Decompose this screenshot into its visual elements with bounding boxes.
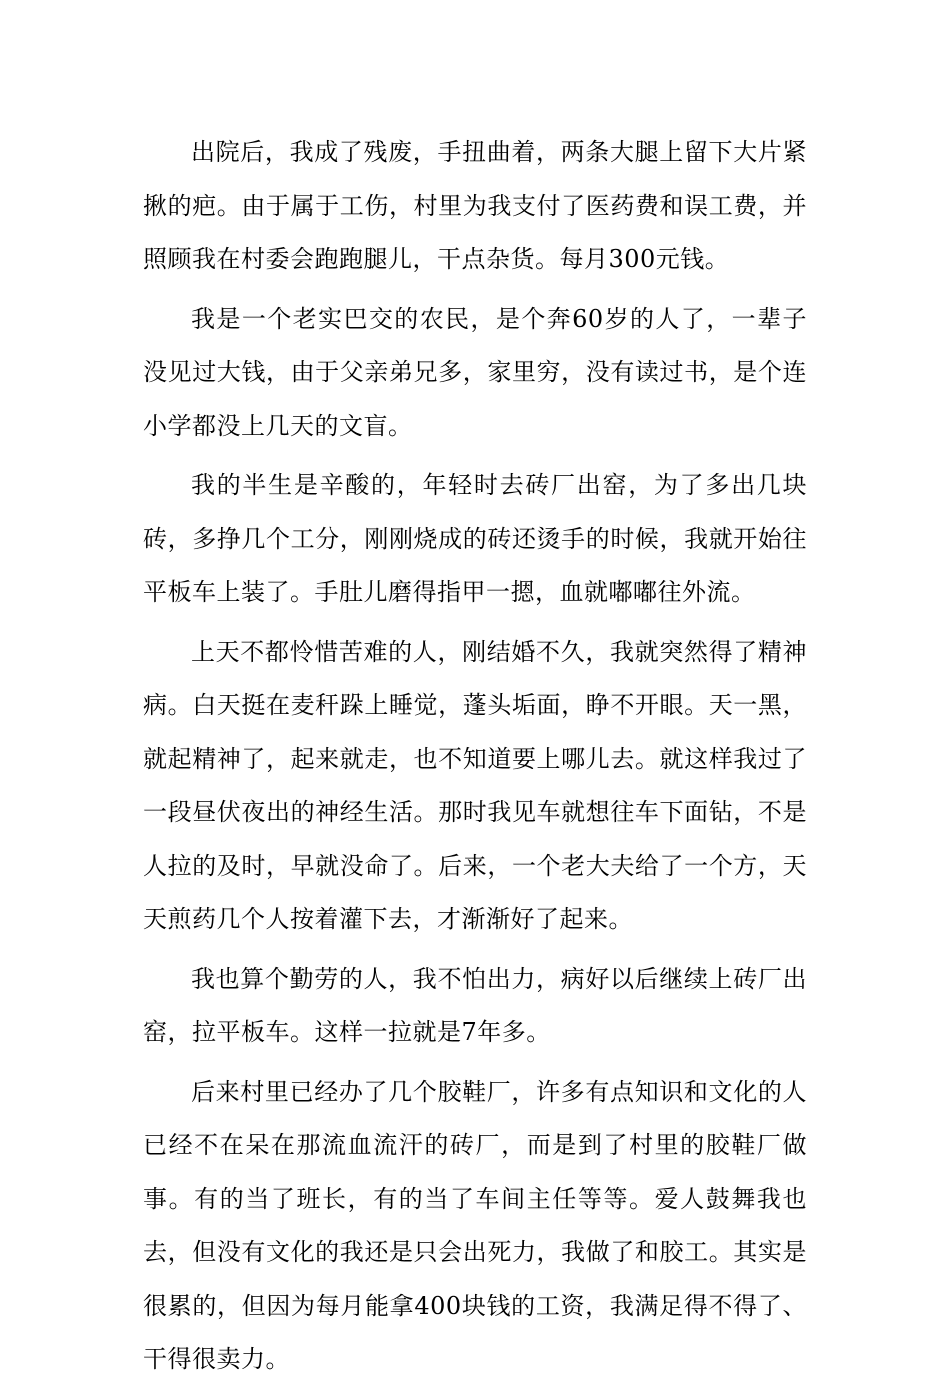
document-body bbox=[143, 126, 807, 1393]
paragraph-2: 我是一个老实巴交的农民，是个奔60岁的人了，一辈子没见过大钱，由于父亲弟兄多，家里穷，没有读过书，是个连小学都没上几天的文盲。 bbox=[143, 304, 807, 440]
paragraph-1: 出院后，我成了残废，手扭曲着，两条大腿上留下大片紧揪的疤。由于属于工伤，村里为我支付了医药费和误工费，并照顾我在村委会跑跑腿儿，干点杂货。每月300元钱。 bbox=[143, 138, 807, 273]
paragraph-5: 我也算个勤劳的人，我不怕出力，病好以后继续上砖厂出窑，拉平板车。这样一拉就是7年多。 bbox=[143, 964, 807, 1046]
paragraph-4: 上天不都怜惜苦难的人，刚结婚不久，我就突然得了精神病。白天挺在麦秆跺上睡觉，蓬头垢面，睁不开眼。天一黑，就起精神了，起来就走，也不知道要上哪儿去。就这样我过了一段昼伏夜出的神经生活。那时我见车就想往车下面钻，不是人拉的及时，早就没命了。后来，一个老大夫给了一个方，天天煎药几个人按着灌下去，才渐渐好了起来。 bbox=[143, 637, 807, 933]
paragraph-3: 我的半生是辛酸的，年轻时去砖厂出窑，为了多出几块砖，多挣几个工分，刚刚烧成的砖还烫手的时候，我就开始往平板车上装了。手肚儿磨得指甲一摁，血就嘟嘟往外流。 bbox=[143, 471, 807, 606]
paragraph-6: 后来村里已经办了几个胶鞋厂，许多有点知识和文化的人已经不在呆在那流血流汗的砖厂，而是到了村里的胶鞋厂做事。有的当了班长，有的当了车间主任等等。爱人鼓舞我也去，但没有文化的我还是只会出死力，我做了和胶工。其实是很累的，但因为每月能拿400块钱的工资，我满足得不得了、干得很卖力。 bbox=[143, 1077, 807, 1373]
